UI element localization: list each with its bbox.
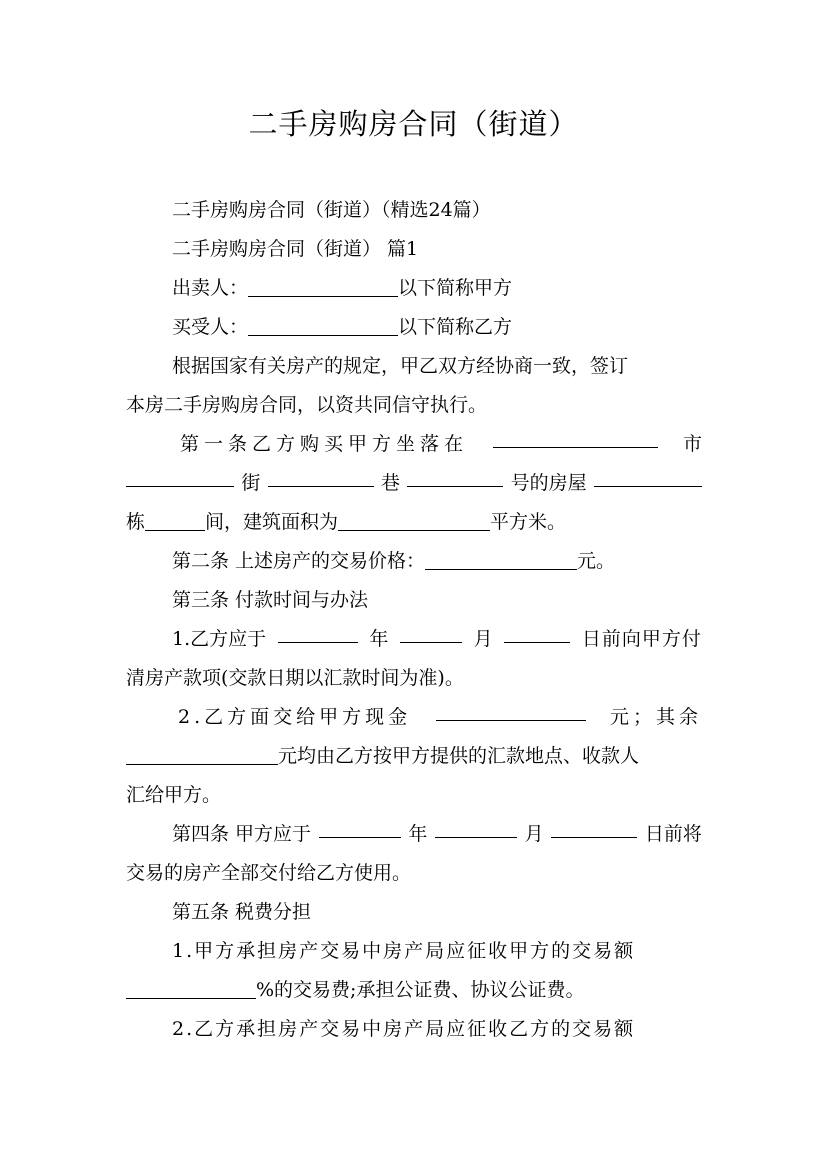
area-blank [338, 512, 490, 531]
location-blank [493, 429, 658, 448]
building-label: 栋 [126, 511, 146, 533]
city-label: 市 [682, 433, 702, 455]
remainder-blank [126, 746, 278, 765]
article-1-line-2 [126, 468, 702, 498]
lane-blank [407, 468, 503, 487]
year-label: 年 [369, 628, 389, 650]
payment-date-prefix: 1.乙方应于 [172, 628, 267, 650]
house-label: 号的房屋 [510, 472, 587, 494]
street-label: 街 [241, 472, 261, 494]
article-5-title: 第五条 税费分担 [172, 901, 312, 923]
article-4-line [126, 819, 702, 849]
cash-blank [436, 702, 586, 721]
payment-date-suffix: 日前向甲方付 [581, 628, 702, 650]
seller-suffix: 以下简称甲方 [398, 277, 513, 299]
house-blank [594, 468, 702, 487]
cash-label: 2.乙方面交给甲方现金 [178, 706, 412, 728]
month-blank [400, 624, 462, 643]
remainder-text: 元均由乙方按甲方提供的汇款地点、收款人 [278, 745, 640, 767]
article-5-1-line: 1.甲方承担房产交易中房产局应征收甲方的交易额 [172, 940, 636, 962]
article-3-2-line [126, 702, 702, 732]
section-heading: 二手房购房合同（街道） 篇1 [172, 238, 419, 260]
article-2-line [126, 546, 748, 576]
area-label: 间，建筑面积为 [205, 511, 339, 533]
buyer-label: 买受人： [172, 316, 249, 338]
seller-line [126, 273, 748, 303]
delivery-prefix: 第四条 甲方应于 [172, 823, 312, 845]
article-5-1-cont [126, 975, 702, 1005]
article-3-title: 第三条 付款时间与办法 [172, 589, 369, 611]
intro-line-1: 根据国家有关房产的规定，甲乙双方经协商一致，签订 [172, 355, 629, 377]
article-3-2-cont [126, 741, 702, 771]
article-3-1-cont: 清房产款项(交款日期以汇款时间为准)。 [126, 667, 464, 689]
price-label: 第二条 上述房产的交易价格： [172, 550, 426, 572]
buyer-line [126, 312, 748, 342]
sqm-label: 平方米。 [490, 511, 567, 533]
delivery-month-blank [435, 819, 517, 838]
price-blank [425, 551, 577, 570]
seller-blank [248, 278, 398, 297]
subtitle-line: 二手房购房合同（街道）（精选24篇） [172, 199, 491, 221]
day-blank [504, 624, 570, 643]
street-blank [268, 468, 374, 487]
month-label: 月 [473, 628, 493, 650]
article-3-1-line [126, 624, 702, 654]
seller-label: 出卖人： [172, 277, 249, 299]
price-unit: 元。 [577, 550, 616, 572]
lane-label: 巷 [380, 472, 400, 494]
delivery-suffix: 日前将 [644, 823, 702, 845]
city-blank [126, 468, 234, 487]
article-5-2-line: 2.乙方承担房产交易中房产局应征收乙方的交易额 [172, 1018, 636, 1040]
percent-blank [126, 980, 256, 999]
article-1-line-3 [126, 507, 702, 537]
article-3-2-end: 汇给甲方。 [126, 784, 222, 806]
building-blank [145, 512, 205, 531]
article-4-cont: 交易的房产全部交付给乙方使用。 [126, 862, 412, 884]
fee-text: %的交易费;承担公证费、协议公证费。 [256, 979, 585, 1001]
year-blank [278, 624, 358, 643]
delivery-year-label: 年 [408, 823, 428, 845]
delivery-year-blank [319, 819, 401, 838]
article-1-text: 第一条乙方购买甲方坐落在 [180, 433, 469, 455]
intro-line-2: 本房二手房购房合同，以资共同信守执行。 [126, 394, 488, 416]
delivery-month-label: 月 [524, 823, 544, 845]
delivery-day-blank [551, 819, 637, 838]
buyer-suffix: 以下简称乙方 [398, 316, 513, 338]
document-title: 二手房购房合同（街道） [248, 107, 579, 141]
article-1-line-1 [126, 429, 702, 459]
cash-unit: 元；其余 [609, 706, 702, 728]
buyer-blank [248, 317, 398, 336]
